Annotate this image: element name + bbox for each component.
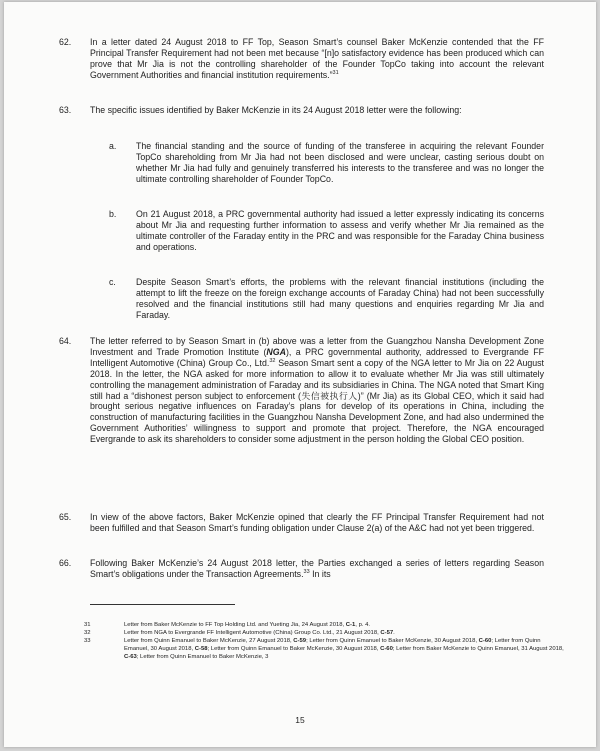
footnote-text: , p. 4. (355, 622, 371, 628)
paragraph-text: In its (309, 568, 331, 579)
footnote-ref: 32 (269, 357, 276, 364)
footnote-31 (84, 621, 564, 629)
sub-item-b (109, 209, 544, 253)
paragraph-number: 62. (59, 37, 72, 47)
footnote-ref: 33 (303, 568, 310, 575)
exhibit-ref: C-1 (345, 622, 356, 628)
paragraph-65 (59, 512, 544, 534)
exhibit-ref: C-63 (124, 654, 137, 660)
sub-item-label: c. (109, 277, 116, 287)
footnote-text: Letter from NGA to Evergrande FF Intelligent Automotive (China) Group Co. Ltd., 21 August 2018, (124, 630, 381, 636)
paragraph-66 (59, 558, 544, 580)
paragraph-text: ), a PRC governmental authority, addressed to Evergrande FF Intelligent Automotive (China) Group Co., Ltd. (90, 346, 544, 368)
sub-item-text: On 21 August 2018, a PRC governmental authority had issued a letter expressly indicating its concerns about Mr Jia and requesting further information to assess and verify whether Mr Jia remained as the ultimate controller of the Faraday entity in the PRC and was responsible for the Faraday China business and operations. (136, 209, 544, 252)
sub-item-c (109, 277, 544, 321)
paragraph-number: 66. (59, 558, 72, 568)
paragraph-text: Season Smart sent a copy of the NGA letter to Mr Jia on 22 August 2018. In the letter, the NGA asked for more information to allow it to evaluate whether Mr Jia was still ultimately controlling the management administration of Faraday and its subsidiaries in China. The NGA noted that Smart King still had a “dishonest person subject to enforcement (失信被执行人)” (Mr Jia) as its Global CEO, which it said had brought serious negative influences on Faraday’s plans for develop of its operations in China, including the construction of manufacturing facilities in the Guangzhou Nansha Development Zone, and had also undermined the Government Authorities’ willingness to support and promote that project. Therefore, the NGA encouraged Evergrande to ask its shareholders to consider some adjustment in the person holding the Global CEO position. (90, 357, 544, 445)
footnote-text: . (393, 630, 395, 636)
footnote-text: ; Letter from Quinn Emanuel to Baker McKenzie, 30 August 2018, (306, 638, 479, 644)
footnote-text: ; Letter from Quinn Emanuel to Baker McKenzie, 3 (136, 654, 269, 660)
footnote-32 (84, 629, 564, 637)
sub-item-label: a. (109, 141, 117, 151)
exhibit-ref: C-58 (194, 646, 208, 652)
footnote-text: ; Letter from Quinn Emanuel, 30 August 2018, (124, 638, 541, 652)
footnote-text: Letter from Quinn Emanuel to Baker McKenzie, 27 August 2018, (124, 638, 294, 644)
page-number: 15 (295, 715, 305, 725)
paragraph-number: 63. (59, 105, 72, 115)
paragraph-63 (59, 105, 544, 116)
sub-item-a (109, 141, 544, 185)
paragraph-text: In view of the above factors, Baker McKenzie opined that clearly the FF Principal Transfer Requirement had not been fulfilled and that Season Smart’s funding obligation under Clause 2(a) of the A&C had not yet been triggered. (90, 512, 544, 533)
paragraph-number: 64. (59, 336, 72, 346)
document-page (4, 2, 596, 747)
footnote-number: 33 (84, 638, 91, 644)
footnote-number: 31 (84, 622, 91, 628)
footnote-text: Letter from Baker McKenzie to FF Top Holding Ltd. and Yueting Jia, 24 August 2018, (124, 622, 346, 628)
sub-item-text: Despite Season Smart’s efforts, the problems with the relevant financial institutions (including the attempt to lift the freeze on the foreign exchange accounts of Faraday China) had not been successfully resolved and the financial institutions still had many questions and enquiries regarding Mr Jia and Faraday. (136, 277, 544, 320)
exhibit-ref: C-60 (478, 638, 492, 644)
footnote-text: ; Letter from Quinn Emanuel to Baker McKenzie, 30 August 2018, (207, 646, 381, 652)
footnote-text: ; Letter from Baker McKenzie to Quinn Emanuel, 31 August 2018, (392, 646, 564, 652)
footnote-number: 32 (84, 630, 91, 636)
paragraph-number: 65. (59, 512, 72, 522)
sub-item-label: b. (109, 209, 117, 219)
paragraph-text: In a letter dated 24 August 2018 to FF Top, Season Smart’s counsel Baker McKenzie contended that the FF Principal Transfer Requirement had not been met because “[n]o satisfactory evidence has been produced which can prove that Mr Jia is not the controlling shareholder of the Founder TopCo taking into account the relevant Government Authorities and financial institution requirements.” (90, 37, 544, 80)
defined-term: NGA (266, 346, 286, 357)
footnotes (84, 621, 564, 661)
footnote-33 (84, 637, 564, 661)
paragraph-64 (59, 336, 544, 445)
paragraph-62 (59, 37, 544, 81)
footnote-ref: 31 (332, 69, 339, 76)
paragraph-text: Following Baker McKenzie’s 24 August 2018 letter, the Parties exchanged a series of letters regarding Season Smart’s obligations under the Transaction Agreements. (90, 558, 544, 579)
exhibit-ref: C-60 (380, 646, 393, 652)
paragraph-text: The letter referred to by Season Smart in (b) above was a letter from the Guangzhou Nansha Development Zone Investment and Trade Promotion Institute ( (90, 336, 544, 357)
sub-item-text: The financial standing and the source of funding of the transferee in acquiring the relevant Founder TopCo shareholding from Mr Jia had not been disclosed and were unclear, casting serious doubt on whether Mr Jia had fully and genuinely transferred his interests to the transferee and was no longer the ultimate controlling shareholder of Founder TopCo. (136, 141, 544, 184)
footnote-separator (90, 604, 235, 605)
exhibit-ref: C-59 (293, 638, 307, 644)
exhibit-ref: C-57 (380, 630, 394, 636)
paragraph-text: The specific issues identified by Baker McKenzie in its 24 August 2018 letter were the following: (90, 105, 462, 115)
